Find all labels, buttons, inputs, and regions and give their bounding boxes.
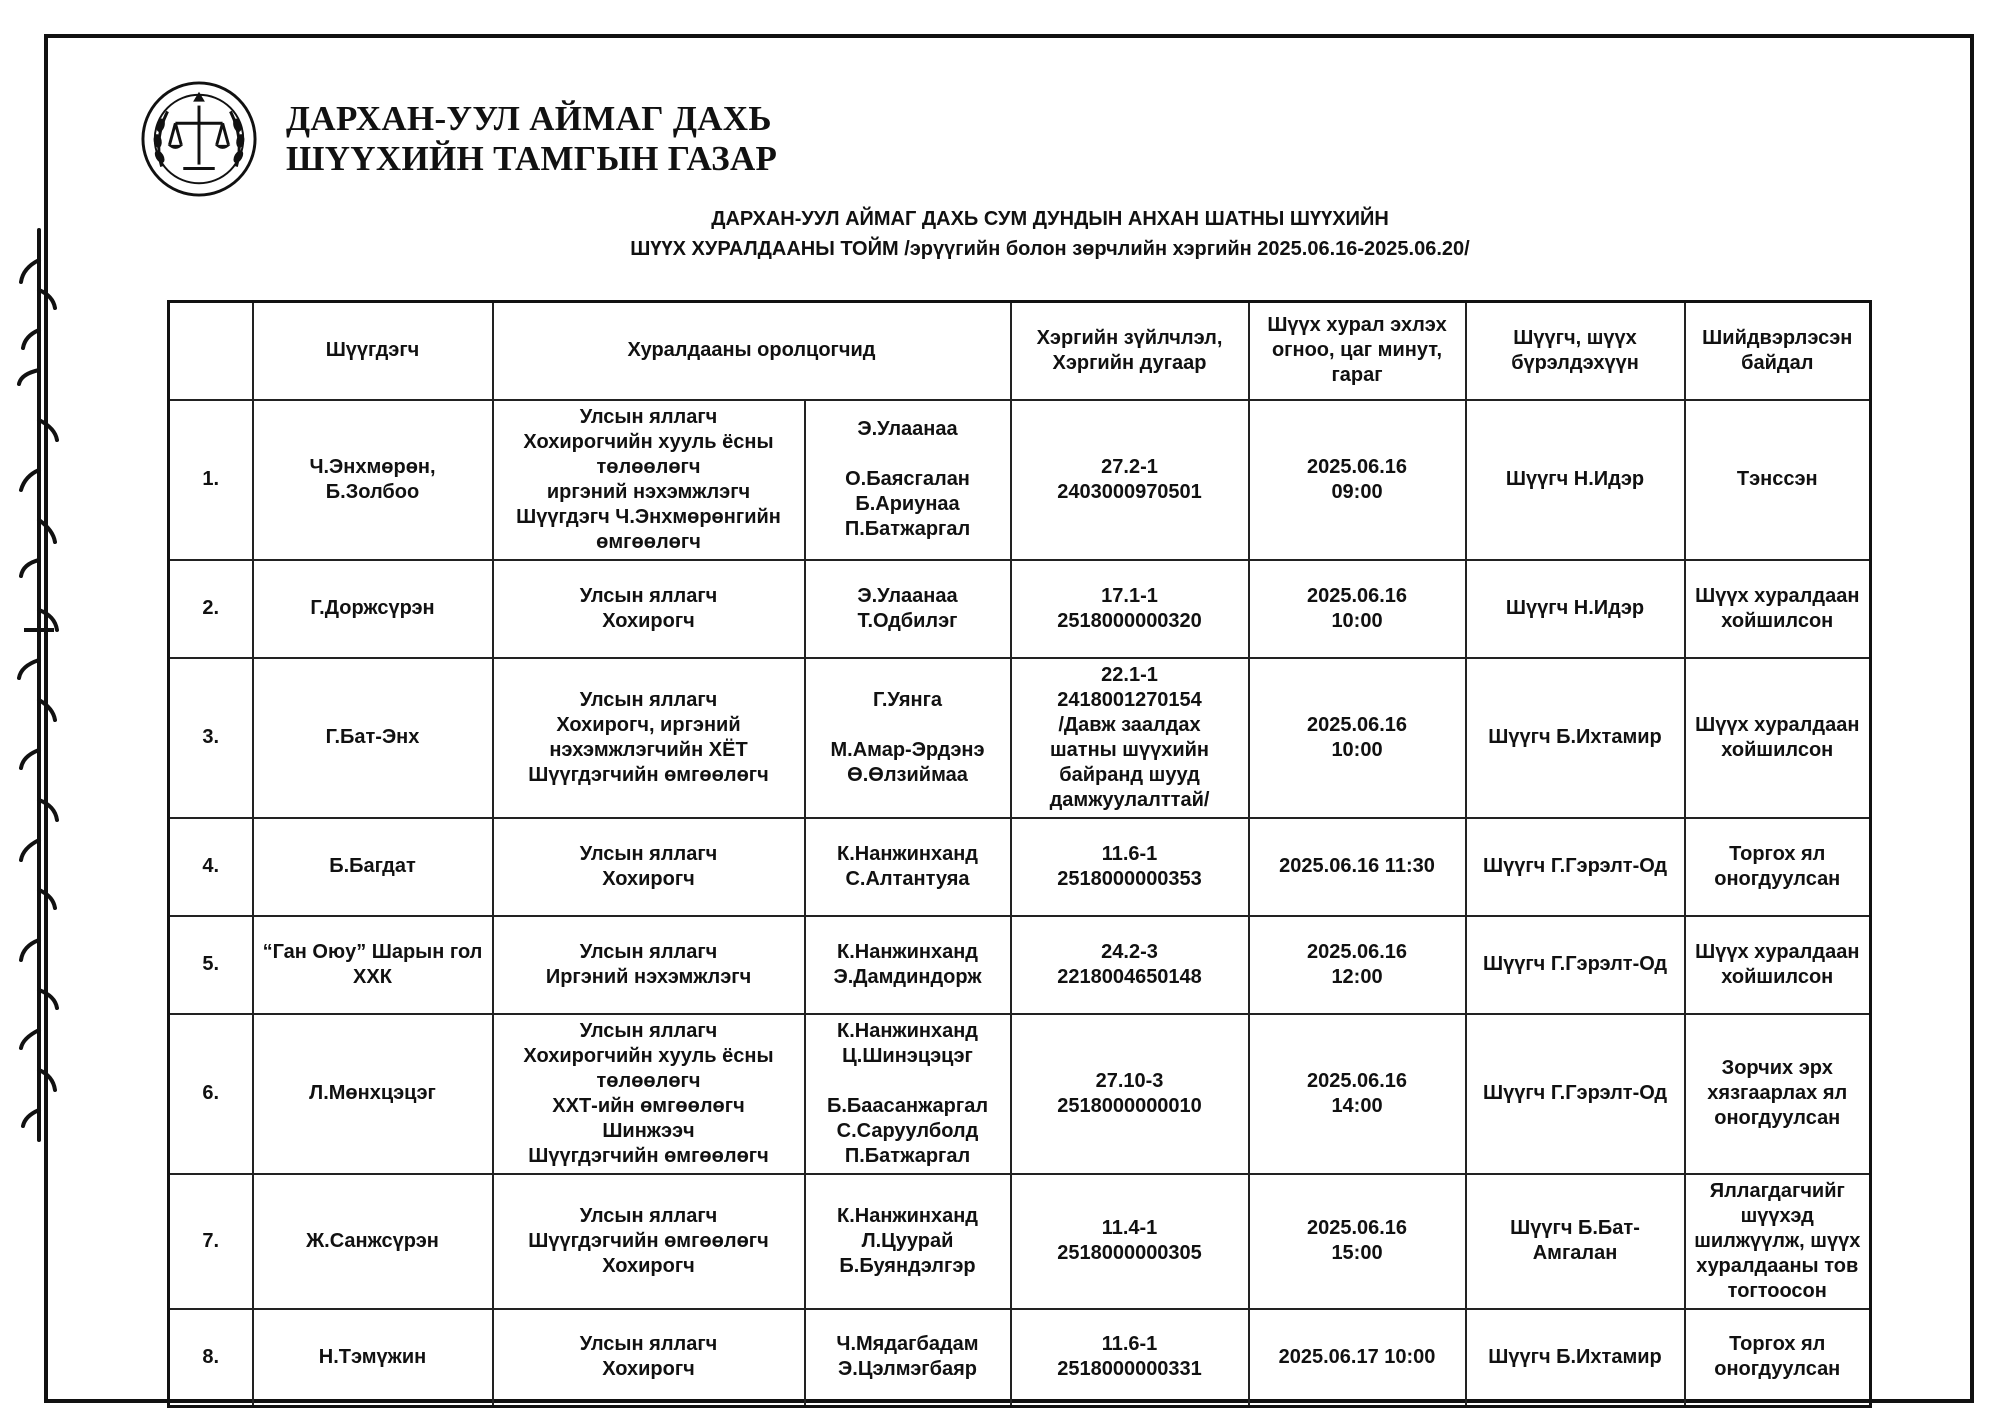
participant-role: Иргэний нэхэмжлэгч: [545, 965, 752, 988]
defendant-cell: Г.Доржсүрэн: [253, 560, 493, 658]
participant-roles-cell: [493, 916, 805, 1014]
header-judges: Шүүгч, шүүх бүрэлдэхүүн: [1466, 302, 1685, 400]
start-date: 2025.06.16: [1306, 1217, 1408, 1239]
participant-name: Э.Цэлмэгбаяр: [838, 1358, 977, 1381]
start-date: 2025.06.17 10:00: [1278, 1345, 1436, 1368]
decision-cell: Шүүх хуралдаан хойшилсон: [1685, 560, 1871, 658]
defendant-cell: Ж.Санжсүрэн: [253, 1174, 493, 1309]
start-datetime-cell: [1249, 560, 1466, 658]
case-cell: [1011, 1174, 1249, 1309]
participant-names-cell: [805, 1309, 1011, 1407]
participant-names-cell: [805, 1174, 1011, 1309]
case-note: байранд шууд: [1059, 763, 1200, 786]
participant-name: Б.Баасанжаргал: [826, 1094, 989, 1117]
table-row: [169, 560, 1871, 658]
case-cell: [1011, 1014, 1249, 1174]
table-body: [169, 400, 1871, 1407]
table-row: [169, 1309, 1871, 1407]
participant-role: Улсын яллагч: [579, 1204, 718, 1227]
participant-name: О.Баясгалан: [845, 468, 970, 490]
participant-names-cell: [805, 658, 1011, 818]
participant-role: Улсын яллагч: [579, 1019, 718, 1042]
participant-role: Улсын яллагч: [579, 688, 718, 711]
participant-names-cell: [805, 916, 1011, 1014]
participant-role: Хохирогчийн хууль ёсны: [523, 1044, 774, 1067]
header-start: Шүүх хурал эхлэх огноо, цаг минут, гараг: [1249, 302, 1466, 400]
start-date: 2025.06.16: [1306, 584, 1408, 607]
case-number: 2518000000331: [1057, 1358, 1202, 1381]
row-number: 6.: [169, 1014, 253, 1174]
case-cell: [1011, 1309, 1249, 1407]
row-number: 1.: [169, 400, 253, 560]
table-row: [169, 400, 1871, 560]
case-article: 27.10-3: [1095, 1069, 1164, 1092]
case-cell: [1011, 818, 1249, 916]
participant-role: Улсын яллагч: [579, 842, 718, 865]
organization-header: [140, 80, 777, 198]
participant-name: П.Батжаргал: [844, 518, 971, 540]
row-number: 3.: [169, 658, 253, 818]
participant-roles-cell: [493, 1174, 805, 1309]
participant-names-cell: [805, 1014, 1011, 1174]
case-article: 11.6-1: [1101, 842, 1158, 865]
participant-role: Хохирогч: [602, 1358, 695, 1381]
case-article: 24.2-3: [1101, 940, 1158, 963]
judge-cell: Шүүгч Б.Ихтамир: [1466, 1309, 1685, 1407]
start-time: 12:00: [1331, 965, 1383, 988]
table-row: [169, 916, 1871, 1014]
participant-name: Э.Дамдиндорж: [833, 965, 982, 988]
start-datetime-cell: [1249, 1174, 1466, 1309]
judge-cell: Шүүгч Б.Бат-Амгалан: [1466, 1174, 1685, 1309]
start-time: 14:00: [1331, 1094, 1383, 1117]
participant-name: К.Нанжинханд: [837, 1019, 978, 1042]
row-number: 7.: [169, 1174, 253, 1309]
participant-name: Б.Буяндэлгэр: [839, 1254, 976, 1277]
organization-name: [286, 99, 777, 179]
start-time: 10:00: [1331, 738, 1383, 761]
table-row: [169, 1174, 1871, 1309]
participant-role: Улсын яллагч: [579, 584, 718, 607]
start-datetime-cell: [1249, 658, 1466, 818]
case-number: 2518000000320: [1057, 609, 1202, 632]
vertical-script-decoration: [8, 220, 70, 1150]
start-datetime-cell: [1249, 1014, 1466, 1174]
participant-name: М.Амар-Эрдэнэ: [830, 738, 985, 761]
row-number: 4.: [169, 818, 253, 916]
participant-name: К.Нанжинханд: [837, 1204, 978, 1227]
case-cell: [1011, 560, 1249, 658]
case-article: 11.4-1: [1101, 1217, 1158, 1239]
participant-role: Шинжээч: [602, 1119, 695, 1142]
participant-role: Улсын яллагч: [579, 940, 718, 963]
participant-name: С.Алтантуяа: [845, 867, 970, 890]
table-row: [169, 1014, 1871, 1174]
header-decision: Шийдвэрлэсэн байдал: [1685, 302, 1871, 400]
participant-roles-cell: [493, 658, 805, 818]
participant-name: Б.Ариунаа: [855, 493, 960, 515]
header-number: [169, 302, 253, 400]
document-title: [440, 204, 1660, 264]
judge-cell: Шүүгч Н.Идэр: [1466, 560, 1685, 658]
judge-cell: Шүүгч Г.Гэрэлт-Од: [1466, 818, 1685, 916]
judge-cell: Шүүгч Б.Ихтамир: [1466, 658, 1685, 818]
row-number: 5.: [169, 916, 253, 1014]
decision-cell: Яллагдагчийг шүүхэд шилжүүлж, шүүх хуралдааны тов тогтоосон: [1685, 1174, 1871, 1309]
case-number: 2518000000353: [1057, 867, 1202, 890]
case-number: 2518000000010: [1057, 1094, 1202, 1117]
case-cell: [1011, 916, 1249, 1014]
participant-role: өмгөөлөгч: [596, 530, 701, 553]
case-article: 17.1-1: [1101, 584, 1158, 607]
table-header-row: [169, 302, 1871, 400]
participant-name: Г.Уянга: [872, 688, 943, 711]
participant-role: төлөөлөгч: [596, 455, 701, 478]
start-datetime-cell: [1249, 1309, 1466, 1407]
case-note: шатны шүүхийн: [1050, 738, 1210, 761]
participant-name: [814, 1069, 1002, 1094]
start-time: 10:00: [1331, 609, 1383, 632]
participant-role: Улсын яллагч: [579, 1333, 718, 1356]
participant-role: Хохирогч: [602, 1254, 695, 1277]
participant-role: Улсын яллагч: [579, 405, 718, 428]
participant-role: Шүүгдэгчийн өмгөөлөгч: [528, 1229, 769, 1252]
participant-role: Хохирогч, иргэний: [556, 713, 741, 736]
judge-cell: Шүүгч Н.Идэр: [1466, 400, 1685, 560]
decision-cell: Тэнссэн: [1685, 400, 1871, 560]
header-case: Хэргийн зүйлчлэл, Хэргийн дугаар: [1011, 302, 1249, 400]
table-row: [169, 658, 1871, 818]
participant-roles-cell: [493, 1014, 805, 1174]
defendant-cell: Ч.Энхмөрөн, Б.Золбоо: [253, 400, 493, 560]
case-number: 2418001270154: [1057, 688, 1202, 711]
case-cell: [1011, 658, 1249, 818]
participant-role: Шүүгдэгчийн өмгөөлөгч: [528, 763, 769, 786]
participant-name: [814, 713, 1002, 738]
decision-cell: Шүүх хуралдаан хойшилсон: [1685, 658, 1871, 818]
participant-name: Л.Цуурай: [861, 1229, 954, 1252]
table-row: [169, 818, 1871, 916]
start-time: 15:00: [1331, 1242, 1383, 1264]
defendant-cell: Б.Багдат: [253, 818, 493, 916]
schedule-table-wrap: [167, 300, 1872, 1408]
judge-cell: Шүүгч Г.Гэрэлт-Од: [1466, 916, 1685, 1014]
participant-role: Хохирогч: [602, 609, 695, 632]
participant-role: нэхэмжлэгчийн ХЁТ: [549, 738, 748, 761]
participant-name: Ц.Шинэцэцэг: [842, 1044, 973, 1067]
start-date: 2025.06.16: [1306, 455, 1408, 478]
case-article: 27.2-1: [1101, 455, 1158, 478]
organization-name-line1: ДАРХАН-УУЛ АЙМАГ ДАХЬ: [286, 99, 772, 138]
court-schedule-table: [167, 300, 1872, 1408]
document-title-line2: ШҮҮХ ХУРАЛДААНЫ ТОЙМ /эрүүгийн болон зөрчлийн хэргийн 2025.06.16-2025.06.20/: [630, 238, 1470, 260]
participant-name: К.Нанжинханд: [837, 940, 978, 963]
defendant-cell: “Ган Оюу” Шарын гол ХХК: [253, 916, 493, 1014]
participant-role: ХХТ-ийн өмгөөлөгч: [552, 1094, 745, 1117]
case-article: 22.1-1: [1101, 663, 1158, 686]
participant-role: Хохирогч: [602, 867, 695, 890]
decision-cell: Шүүх хуралдаан хойшилсон: [1685, 916, 1871, 1014]
participant-name: Э.Улаанаа: [857, 584, 958, 607]
participant-name: Э.Улаанаа: [857, 418, 958, 440]
case-number: 2218004650148: [1057, 965, 1202, 988]
header-participants: Хуралдааны оролцогчид: [493, 302, 1011, 400]
participant-name: С.Саруулболд: [836, 1119, 979, 1142]
start-date: 2025.06.16: [1306, 940, 1408, 963]
participant-role: Хохирогчийн хууль ёсны: [523, 430, 774, 453]
participant-name: Т.Одбилэг: [857, 609, 958, 632]
participant-name: К.Нанжинханд: [837, 842, 978, 865]
participant-name: Ч.Мядагбадам: [836, 1333, 979, 1356]
case-cell: [1011, 400, 1249, 560]
case-note: дамжуулалттай/: [1049, 788, 1210, 811]
participant-roles-cell: [493, 818, 805, 916]
participant-role: төлөөлөгч: [596, 1069, 701, 1092]
participant-name: Ө.Өлзиймаа: [847, 763, 968, 786]
participant-names-cell: [805, 818, 1011, 916]
defendant-cell: Л.Мөнхцэцэг: [253, 1014, 493, 1174]
case-article: 11.6-1: [1101, 1333, 1158, 1356]
start-time: 09:00: [1331, 480, 1383, 503]
participant-name: П.Батжаргал: [844, 1144, 971, 1167]
defendant-cell: Н.Тэмүжин: [253, 1309, 493, 1407]
organization-name-line2: ШҮҮХИЙН ТАМГЫН ГАЗАР: [286, 139, 778, 178]
row-number: 2.: [169, 560, 253, 658]
judge-cell: Шүүгч Г.Гэрэлт-Од: [1466, 1014, 1685, 1174]
participant-roles-cell: [493, 560, 805, 658]
participant-names-cell: [805, 560, 1011, 658]
case-number: 2403000970501: [1057, 480, 1202, 503]
start-date: 2025.06.16: [1306, 713, 1408, 736]
court-emblem-icon: [140, 80, 258, 198]
document-title-line1: ДАРХАН-УУЛ АЙМАГ ДАХЬ СУМ ДУНДЫН АНХАН ШАТНЫ ШҮҮХИЙН: [711, 208, 1389, 230]
start-date: 2025.06.16 11:30: [1279, 855, 1435, 877]
participant-role: Шүүгдэгч Ч.Энхмөрөнгийн: [516, 505, 781, 528]
start-datetime-cell: [1249, 818, 1466, 916]
participant-roles-cell: [493, 1309, 805, 1407]
row-number: 8.: [169, 1309, 253, 1407]
start-date: 2025.06.16: [1306, 1069, 1408, 1092]
case-number: 2518000000305: [1057, 1242, 1202, 1264]
participant-names-cell: [805, 400, 1011, 560]
start-datetime-cell: [1249, 916, 1466, 1014]
defendant-cell: Г.Бат-Энх: [253, 658, 493, 818]
start-datetime-cell: [1249, 400, 1466, 560]
case-note: /Давж заалдах: [1058, 713, 1201, 736]
participant-role: иргэний нэхэмжлэгч: [546, 480, 751, 503]
decision-cell: Зорчих эрх хязгаарлах ял оногдуулсан: [1685, 1014, 1871, 1174]
decision-cell: Торгох ял оногдуулсан: [1685, 1309, 1871, 1407]
participant-role: Шүүгдэгчийн өмгөөлөгч: [528, 1144, 769, 1167]
decision-cell: Торгох ял оногдуулсан: [1685, 818, 1871, 916]
participant-roles-cell: [493, 400, 805, 560]
header-defendant: Шүүгдэгч: [253, 302, 493, 400]
participant-name: [814, 442, 1002, 467]
